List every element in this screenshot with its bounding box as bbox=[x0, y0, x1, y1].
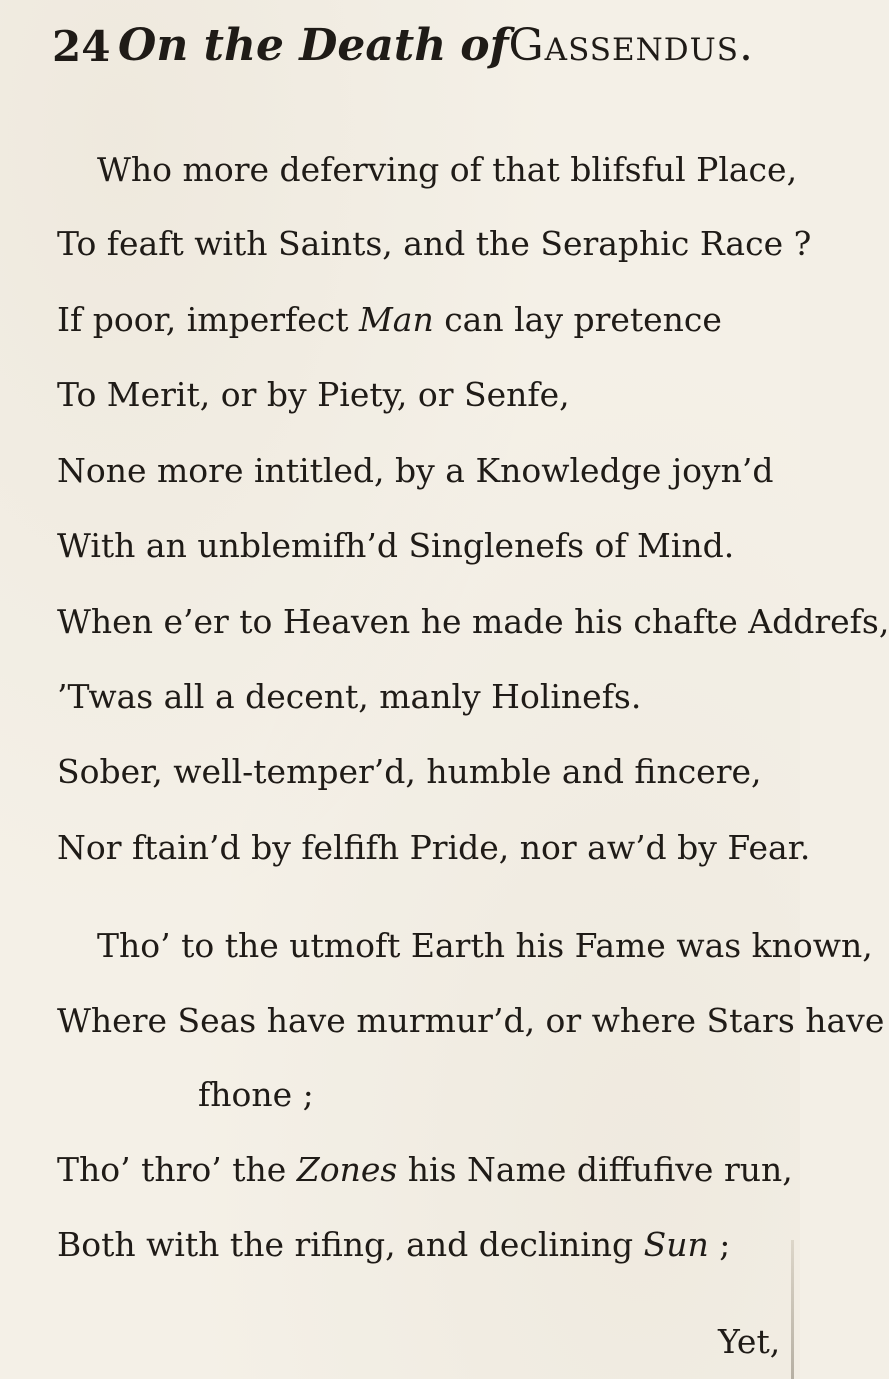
poem-line-emphasis: Man bbox=[358, 300, 434, 339]
poem-line: fhone ; bbox=[198, 1075, 314, 1114]
poem-line bbox=[57, 1225, 730, 1265]
poem-line-segment: If poor, imperfect bbox=[57, 300, 359, 339]
poem-line-segment: ; bbox=[708, 1225, 731, 1264]
running-head-name: Gassendus. bbox=[508, 20, 754, 71]
running-head bbox=[118, 20, 754, 71]
poem-line: With an unblemifh’d Singlenefs of Mind. bbox=[57, 526, 735, 565]
poem-line: When e’er to Heaven he made his chafte Addrefs, bbox=[57, 602, 889, 641]
poem-line: Tho’ to the utmoft Earth his Fame was known, bbox=[97, 926, 873, 965]
page-header bbox=[52, 14, 772, 84]
poem-line: Sober, well-temper’d, humble and fincere, bbox=[57, 752, 762, 791]
catchword: Yet, bbox=[718, 1322, 781, 1361]
poem-line: Where Seas have murmur’d, or where Stars have bbox=[57, 1001, 885, 1040]
poem-line: Who more deferving of that blifsful Place, bbox=[97, 150, 798, 189]
poem-line-segment: Tho’ thro’ the bbox=[57, 1150, 297, 1189]
poem-line: To Merit, or by Piety, or Senfe, bbox=[57, 375, 570, 414]
poem-line bbox=[57, 300, 722, 340]
running-head-of: of bbox=[460, 20, 509, 71]
running-head-italic: On the Death bbox=[118, 20, 447, 71]
poem-line bbox=[57, 1150, 793, 1190]
page-number: 24 bbox=[52, 22, 111, 71]
poem-line-emphasis: Sun bbox=[643, 1225, 709, 1264]
poem-line: ’Twas all a decent, manly Holinefs. bbox=[57, 677, 642, 716]
poem-line: None more intitled, by a Knowledge joyn’d bbox=[57, 451, 774, 490]
page-edge-shadow bbox=[791, 1240, 794, 1379]
poem-line-emphasis: Zones bbox=[296, 1150, 398, 1189]
poem-line-segment: his Name diffufive run, bbox=[397, 1150, 793, 1189]
poem-line-segment: Both with the rifing, and declining bbox=[57, 1225, 644, 1264]
poem-line-segment: can lay pretence bbox=[433, 300, 722, 339]
poem-line: To feaft with Saints, and the Seraphic Race ? bbox=[57, 224, 812, 263]
poem-line: Nor ftain’d by felfifh Pride, nor aw’d by Fear. bbox=[57, 828, 811, 867]
